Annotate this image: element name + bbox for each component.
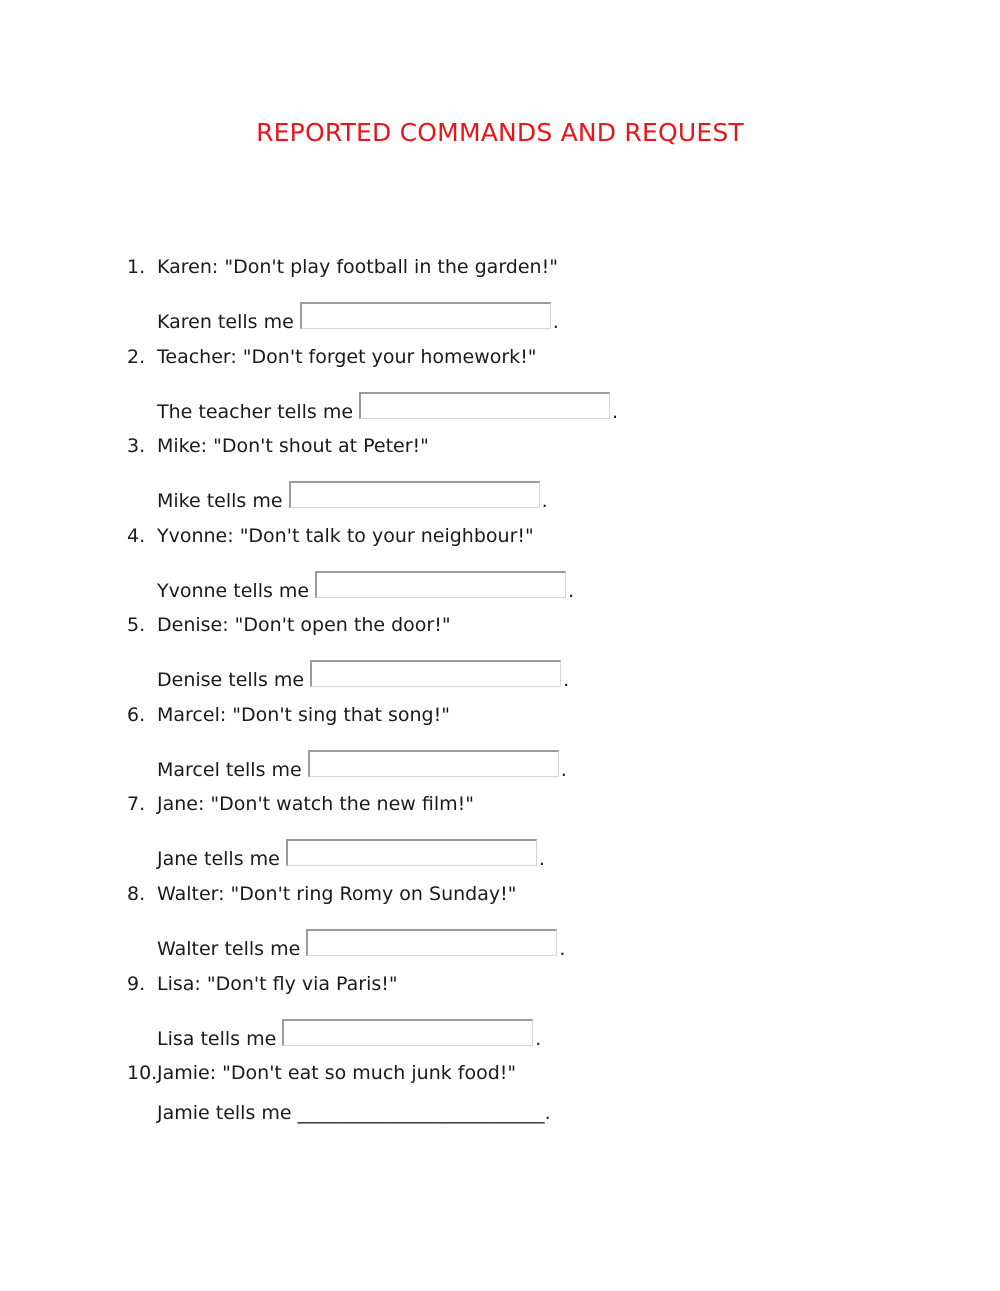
item-number: 7.	[127, 793, 146, 815]
answer-line	[157, 662, 569, 691]
answer-input[interactable]	[300, 302, 551, 329]
answer-lead: Yvonne tells me	[157, 580, 310, 602]
item-number: 2.	[127, 346, 146, 368]
answer-period: .	[612, 401, 619, 423]
answer-lead: Jane tells me	[157, 848, 280, 870]
answer-input[interactable]	[282, 1019, 533, 1046]
answer-lead: Mike tells me	[157, 490, 283, 512]
answer-lead: Jamie tells me	[157, 1102, 292, 1124]
answer-input[interactable]	[308, 750, 559, 777]
item-number: 9.	[127, 973, 146, 995]
answer-input[interactable]	[310, 660, 561, 687]
answer-period: .	[563, 669, 570, 691]
item-number: 4.	[127, 525, 146, 547]
answer-period: .	[559, 938, 566, 960]
answer-line	[157, 931, 565, 960]
answer-input[interactable]	[286, 839, 537, 866]
item-number: 8.	[127, 883, 146, 905]
item-quote: Karen: "Don't play football in the garden!"	[157, 256, 558, 278]
answer-line	[157, 1102, 551, 1124]
answer-line	[157, 304, 559, 333]
answer-lead: Denise tells me	[157, 669, 305, 691]
item-quote: Yvonne: "Don't talk to your neighbour!"	[157, 525, 534, 547]
item-number: 6.	[127, 704, 146, 726]
answer-lead: Marcel tells me	[157, 759, 302, 781]
answer-lead: The teacher tells me	[157, 401, 354, 423]
item-quote: Walter: "Don't ring Romy on Sunday!"	[157, 883, 517, 905]
item-quote: Mike: "Don't shout at Peter!"	[157, 435, 429, 457]
item-number: 10.	[127, 1062, 158, 1084]
item-number: 5.	[127, 614, 146, 636]
answer-lead: Lisa tells me	[157, 1028, 277, 1050]
answer-lead: Walter tells me	[157, 938, 301, 960]
answer-period: .	[552, 311, 559, 333]
answer-line	[157, 1021, 541, 1050]
answer-blank-line: __________________________.	[297, 1102, 551, 1124]
answer-lead: Karen tells me	[157, 311, 294, 333]
answer-period: .	[535, 1028, 542, 1050]
answer-line	[157, 483, 548, 512]
item-quote: Denise: "Don't open the door!"	[157, 614, 451, 636]
answer-input[interactable]	[306, 929, 557, 956]
answer-period: .	[568, 580, 575, 602]
answer-input[interactable]	[359, 392, 610, 419]
item-quote: Jamie: "Don't eat so much junk food!"	[157, 1062, 517, 1084]
answer-line	[157, 841, 545, 870]
worksheet-title: REPORTED COMMANDS AND REQUEST	[256, 118, 744, 147]
answer-line	[157, 394, 618, 423]
answer-input[interactable]	[289, 481, 540, 508]
answer-period: .	[541, 490, 548, 512]
answer-period: .	[560, 759, 567, 781]
item-number: 1.	[127, 256, 146, 278]
item-quote: Marcel: "Don't sing that song!"	[157, 704, 450, 726]
item-quote: Teacher: "Don't forget your homework!"	[157, 346, 537, 368]
item-quote: Lisa: "Don't fly via Paris!"	[157, 973, 398, 995]
answer-period: .	[538, 848, 545, 870]
item-number: 3.	[127, 435, 146, 457]
answer-line	[157, 573, 574, 602]
item-quote: Jane: "Don't watch the new film!"	[157, 793, 474, 815]
answer-line	[157, 752, 567, 781]
answer-input[interactable]	[315, 571, 566, 598]
